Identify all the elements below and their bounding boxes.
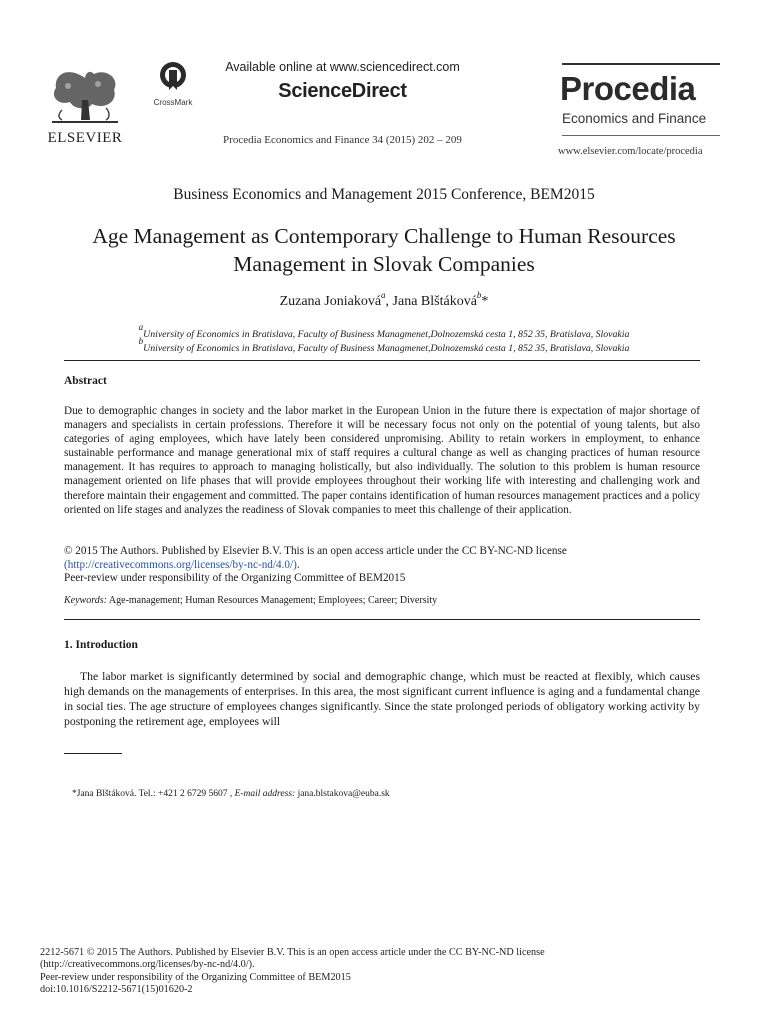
affiliation-b: [0, 336, 768, 354]
corresponding-author-footnote: [72, 789, 390, 799]
introduction-heading: 1. Introduction: [64, 639, 138, 651]
procedia-top-rule: [562, 63, 720, 65]
elsevier-logo: [40, 60, 130, 150]
elsevier-tree-icon: [48, 60, 122, 126]
crossmark-badge[interactable]: [150, 60, 196, 112]
footer-peer-review: Peer-review under responsibility of the Organizing Committee of BEM2015: [40, 971, 351, 983]
copyright-notice: [64, 545, 700, 586]
publisher-name: ELSEVIER: [47, 130, 123, 146]
author-list: [0, 290, 768, 310]
keywords: [64, 595, 700, 606]
footnote-name: *Jana Blštáková. Tel.: +421 2 6729 5607 ,: [72, 789, 233, 799]
affiliation-a-mark: a: [138, 322, 144, 332]
title-line-1: Age Management as Contemporary Challenge to Human Resources: [92, 224, 676, 248]
keywords-label: Keywords:: [64, 595, 107, 606]
author-1: Zuzana Joniaková: [279, 294, 382, 309]
corresponding-mark: *: [481, 294, 489, 309]
available-online: Available online at www.sciencedirect.com: [225, 60, 460, 74]
journal-url[interactable]: www.elsevier.com/locate/procedia: [558, 146, 703, 157]
crossmark-icon: [158, 60, 188, 96]
abstract-heading: Abstract: [64, 375, 107, 387]
affiliation-b-text: University of Economics in Bratislava, Faculty of Business Managmenet,Dolnozemská cesta 1, 852 35, Bratislava, Slovakia: [143, 343, 630, 354]
abstract-bottom-rule: [64, 619, 700, 620]
journal-brand: Procedia: [560, 70, 696, 107]
peer-review-note: Peer-review under responsibility of the Organizing Committee of BEM2015: [64, 572, 406, 585]
page-footer: [40, 947, 690, 997]
journal-subtitle: Economics and Finance: [562, 111, 707, 126]
author-2-mark: b: [476, 290, 482, 300]
keywords-list: Age-management; Human Resources Management; Employees; Career; Diversity: [106, 595, 438, 606]
footer-license-link[interactable]: (http://creativecommons.org/licenses/by-nc-nd/4.0/).: [40, 959, 255, 971]
license-link-suffix: .: [296, 558, 300, 571]
title-line-2: Management in Slovak Companies: [233, 252, 535, 276]
footer-doi[interactable]: doi:10.1016/S2212-5671(15)01620-2: [40, 984, 193, 996]
abstract-top-rule: [64, 360, 700, 361]
affiliation-a-text: University of Economics in Bratislava, Faculty of Business Managmenet,Dolnozemská cesta 1, 852 35, Bratislava, Slovakia: [143, 329, 630, 340]
introduction-text: The labor market is significantly determined by social and demographic change, which must be reacted at flexibly, which causes high demands on the managements of enterprises. In this area, the most significant current influence is aging and a fundamental change in social ties. The age structure of employees changes significantly. Since the state prolonged periods of obligatory working activity by postponing the retirement age, employees will: [64, 670, 700, 728]
author-1-mark: a: [381, 290, 386, 300]
abstract-text: Due to demographic changes in society and the labor market in the European Union in the future there is expectation of major shortage of managers and specialists in certain professions. Therefore it will be necessary focus not only on the potential of young talents, but also categories of aging employees, which have lately been considered unpromising. Ability to retain workers in employment, to enhance sustainable performance and manage generational mix of staff requires a cultural change as well as changing practices of human resource management. It has requires to approach to managing holistically, but also individually. The solution to this problem is human resource management oriented on life phases that will provide employees throughout their working life with interesting and challenging work and therefore maintain their engagement and committed. The paper contains identification of human resources management practices and a policy oriented on life stages and analyzes the readiness of Slovak companies to meet this challenge of their application.: [64, 405, 700, 516]
article-title: [40, 222, 728, 278]
footer-copyright: 2212-5671 © 2015 The Authors. Published by Elsevier B.V. This is an open access article under the CC BY-NC-ND license: [40, 947, 545, 958]
footnote-rule: [64, 753, 122, 754]
footnote-email[interactable]: jana.blstakova@euba.sk: [295, 789, 390, 799]
copyright-line: © 2015 The Authors. Published by Elsevier B.V. This is an open access article under the CC BY-NC-ND license: [64, 545, 567, 557]
journal-reference: Procedia Economics and Finance 34 (2015) 202 – 209: [223, 134, 462, 146]
procedia-rule: [562, 135, 720, 136]
author-separator: ,: [385, 294, 393, 309]
footnote-email-label: E-mail address:: [232, 789, 296, 799]
conference-name: Business Economics and Management 2015 Conference, BEM2015: [173, 186, 595, 203]
crossmark-label: CrossMark: [153, 98, 193, 107]
affiliation-b-mark: b: [138, 336, 144, 346]
author-2: Jana Blštáková: [392, 294, 477, 309]
sciencedirect-logo[interactable]: ScienceDirect: [278, 80, 407, 102]
license-link[interactable]: (http://creativecommons.org/licenses/by-nc-nd/4.0/): [64, 558, 297, 571]
